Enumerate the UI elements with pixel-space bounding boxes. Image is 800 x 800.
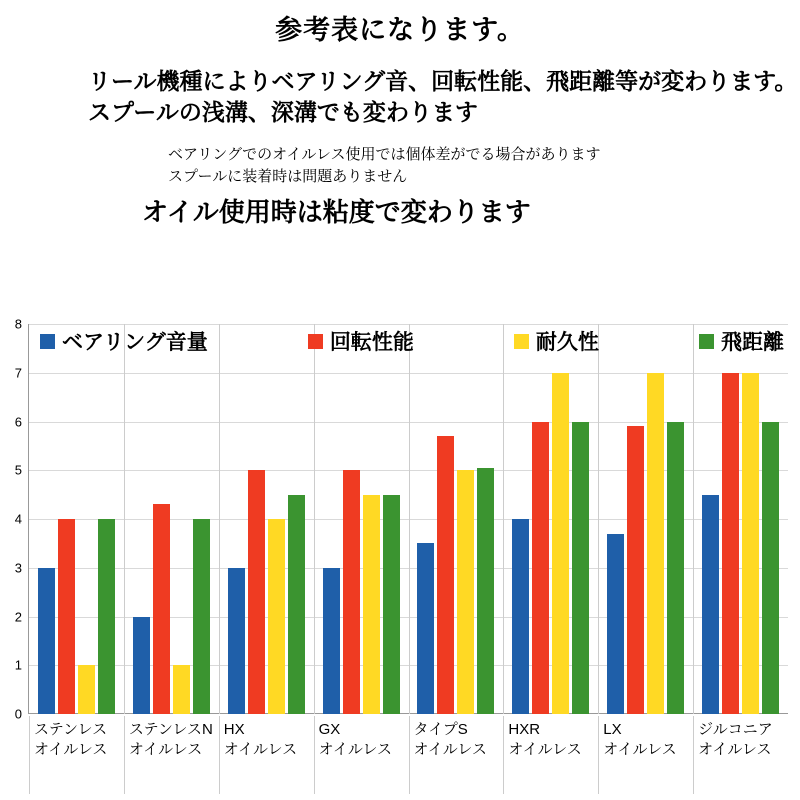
heading-oil-viscosity: オイル使用時は粘度で変わります	[142, 197, 531, 228]
category-separator	[124, 324, 125, 714]
x-label	[598, 716, 693, 794]
bar-group	[314, 324, 409, 714]
bar-ベアリング音量	[702, 495, 719, 714]
category-separator	[219, 324, 220, 714]
x-label	[503, 716, 598, 794]
category-separator	[693, 324, 694, 714]
bar-ベアリング音量	[133, 617, 150, 715]
x-label-line: タイプS	[413, 721, 468, 738]
x-label-line: GX	[318, 721, 341, 738]
bar-耐久性	[363, 495, 380, 714]
x-label-line: オイルレス	[223, 741, 298, 759]
x-axis-category-labels	[29, 716, 788, 794]
bar-飛距離	[288, 495, 305, 714]
bar-耐久性	[268, 519, 285, 714]
x-label-line: HX	[223, 721, 245, 738]
x-label-separator	[409, 716, 410, 794]
y-tick-3: 3	[14, 560, 22, 576]
legend-item	[40, 326, 208, 356]
note-line-1: ベアリングでのオイルレス使用では個体差がでる場合があります	[168, 145, 601, 163]
bar-耐久性	[78, 665, 95, 714]
x-label-line: オイルレス	[508, 741, 582, 759]
x-label-line: オイルレス	[413, 741, 487, 759]
legend-item	[514, 326, 599, 356]
y-tick-2: 2	[14, 609, 22, 624]
x-label	[409, 716, 504, 794]
x-label-separator	[693, 716, 694, 794]
legend-swatch-icon	[699, 334, 714, 349]
bar-耐久性	[552, 373, 569, 714]
y-tick-1: 1	[14, 657, 22, 673]
legend-swatch-icon	[514, 334, 529, 349]
x-label	[693, 716, 788, 794]
x-label-separator	[124, 716, 125, 794]
heading-secondary: リール機種によりベアリング音、回転性能、飛距離等が変わります。	[88, 67, 798, 94]
bar-group	[124, 324, 219, 714]
bar-回転性能	[437, 436, 454, 714]
bar-飛距離	[383, 495, 400, 714]
y-tick-5: 5	[14, 462, 22, 478]
x-label-line: オイルレス	[603, 741, 677, 759]
heading-tertiary: スプールの浅溝、深溝でも変わります	[88, 98, 478, 125]
y-tick-0: 0	[14, 706, 22, 722]
legend-item	[699, 326, 784, 356]
bar-回転性能	[248, 470, 265, 714]
bar-chart	[0, 318, 800, 800]
x-label-line: オイルレス	[128, 741, 203, 759]
bar-回転性能	[627, 426, 644, 714]
bar-group	[693, 324, 788, 714]
x-label-separator	[503, 716, 504, 794]
bar-飛距離	[98, 519, 115, 714]
bar-飛距離	[193, 519, 210, 714]
bar-耐久性	[457, 470, 474, 714]
x-label-line: LX	[603, 721, 622, 738]
x-label	[29, 716, 124, 794]
x-label-line: ジルコニア	[698, 721, 773, 738]
bar-ベアリング音量	[512, 519, 529, 714]
x-label-separator	[598, 716, 599, 794]
bar-ベアリング音量	[38, 568, 55, 714]
y-tick-7: 7	[14, 365, 22, 381]
legend-swatch-icon	[308, 334, 323, 349]
heading-block	[0, 0, 800, 229]
bar-回転性能	[58, 519, 75, 714]
category-separator	[503, 324, 504, 714]
category-separator	[598, 324, 599, 714]
bar-回転性能	[153, 504, 170, 714]
bar-groups	[29, 324, 788, 714]
x-label-separator	[29, 716, 30, 794]
category-separator	[409, 324, 410, 714]
legend-label: 飛距離	[720, 331, 784, 354]
y-tick-4: 4	[14, 511, 22, 527]
legend-label: 耐久性	[535, 331, 599, 354]
bar-group	[29, 324, 124, 714]
x-label-line: ステンレスN	[128, 721, 213, 738]
bar-ベアリング音量	[323, 568, 340, 714]
bar-耐久性	[647, 373, 664, 714]
x-label	[219, 716, 314, 794]
bar-ベアリング音量	[607, 534, 624, 714]
category-separator	[314, 324, 315, 714]
note-line-2: スプールに装着時は問題ありません	[168, 167, 408, 185]
bar-飛距離	[477, 468, 494, 714]
bar-group	[503, 324, 598, 714]
x-label-line: オイルレス	[698, 741, 772, 759]
x-label-line: HXR	[508, 721, 541, 738]
legend-label: ベアリング音量	[62, 331, 208, 354]
legend-item	[308, 326, 414, 356]
bar-飛距離	[572, 422, 589, 715]
bar-回転性能	[722, 373, 739, 714]
bar-ベアリング音量	[417, 543, 434, 714]
x-label	[314, 716, 409, 794]
legend-label: 回転性能	[329, 331, 414, 354]
bar-回転性能	[532, 422, 549, 715]
bar-ベアリング音量	[228, 568, 245, 714]
bar-回転性能	[343, 470, 360, 714]
x-label-separator	[314, 716, 315, 794]
y-tick-6: 6	[14, 414, 22, 429]
x-label-line: オイルレス	[34, 741, 108, 759]
bar-耐久性	[742, 373, 759, 714]
x-label-line: ステンレス	[34, 721, 108, 738]
chart-legend	[40, 326, 784, 356]
x-label-separator	[219, 716, 220, 794]
bar-group	[409, 324, 504, 714]
bar-group	[219, 324, 314, 714]
x-label-line: オイルレス	[318, 741, 393, 759]
bar-飛距離	[762, 422, 779, 715]
bar-飛距離	[667, 422, 684, 715]
legend-swatch-icon	[40, 334, 55, 349]
heading-primary: 参考表になります。	[275, 15, 525, 45]
y-tick-8: 8	[14, 316, 22, 332]
x-label	[124, 716, 219, 794]
bar-耐久性	[173, 665, 190, 714]
y-axis-tick-labels	[0, 316, 26, 722]
bar-group	[598, 324, 693, 714]
